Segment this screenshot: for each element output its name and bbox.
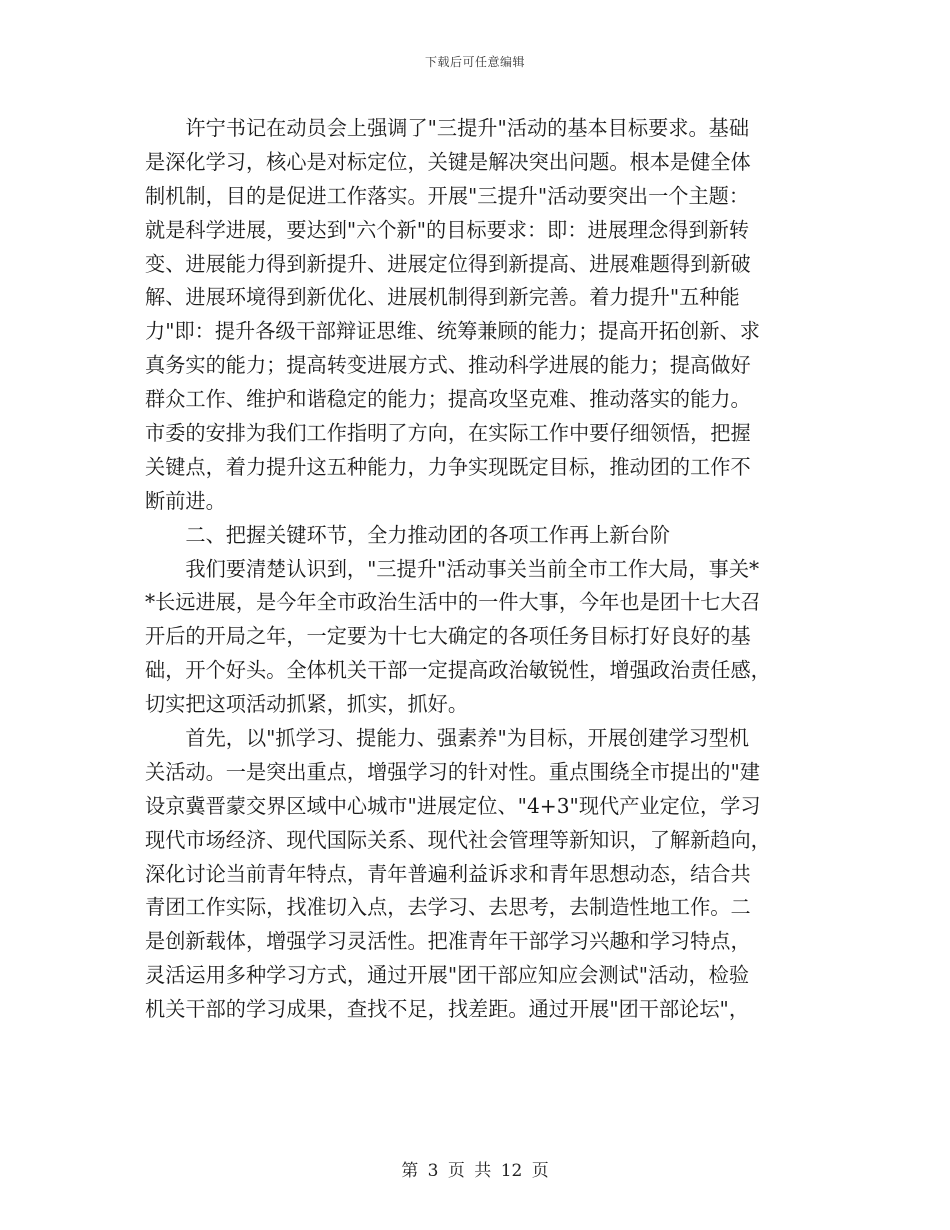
text-line: 设京冀晋蒙交界区域中心城市"进展定位、"4+3"现代产业定位，学习 [145,793,761,818]
text-line: 是创新载体，增强学习灵活性。把准青年干部学习兴趣和学习特点， [145,929,751,954]
text-line: 许宁书记在动员会上强调了"三提升"活动的基本目标要求。基础 [145,116,750,140]
text-line: 市委的安排为我们工作指明了方向，在实际工作中要仔细领悟，把握 [145,421,751,446]
text-line: 青团工作实际，找准切入点，去学习、去思考，去制造性地工作。二 [145,895,751,920]
text-line: 础，开个好头。全体机关干部一定提高政治敏锐性，增强政治责任感， [145,658,771,683]
text-line: 解、进展环境得到新优化、进展机制得到新完善。着力提升"五种能 [145,285,740,310]
text-line: 力"即：提升各级干部辩证思维、统筹兼顾的能力；提高开拓创新、求 [145,319,760,344]
text-line: 我们要清楚认识到，"三提升"活动事关当前全市工作大局，事关* [145,556,760,581]
text-line: 制机制，目的是促进工作落实。开展"三提升"活动要突出一个主题： [145,183,750,208]
text-line: 切实把这项活动抓紧，抓实，抓好。 [145,692,469,717]
body-text [145,112,807,1027]
page-header: 下载后可任意编辑 [424,55,525,69]
text-line: 深化讨论当前青年特点，青年普遍利益诉求和青年思想动态，结合共 [145,861,751,886]
text-line: 是深化学习，核心是对标定位，关键是解决突出问题。根本是健全体 [145,149,751,174]
text-line: 灵活运用多种学习方式，通过开展"团干部应知应会测试"活动，检验 [145,963,750,988]
text-line: 真务实的能力；提高转变进展方式、推动科学进展的能力；提高做好 [145,353,751,378]
text-line: 群众工作、维护和谐稳定的能力；提高攻坚克难、推动落实的能力。 [145,387,751,412]
text-line: 机关干部的学习成果，查找不足，找差距。通过开展"团干部论坛"， [145,997,750,1022]
text-line: 断前进。 [145,488,226,513]
text-line: 现代市场经济、现代国际关系、现代社会管理等新知识，了解新趋向， [145,827,771,852]
text-line: 变、进展能力得到新提升、进展定位得到新提高、进展难题得到新破 [145,251,751,276]
page-footer: 第 3 页 共 12 页 [401,1161,549,1181]
text-line: 关活动。一是突出重点，增强学习的针对性。重点围绕全市提出的"建 [145,759,760,784]
text-line: 二、把握关键环节，全力推动团的各项工作再上新台阶 [145,522,670,547]
text-line: 就是科学进展，要达到"六个新"的目标要求：即：进展理念得到新转 [145,217,750,242]
text-line: 开后的开局之年，一定要为十七大确定的各项任务目标打好良好的基 [145,624,751,649]
text-line: *长远进展，是今年全市政治生活中的一件大事，今年也是团十七大召 [145,590,761,615]
text-line: 关键点，着力提升这五种能力，力争实现既定目标，推动团的工作不 [145,454,751,479]
text-line: 首先，以"抓学习、提能力、强素养"为目标，开展创建学习型机 [145,726,750,751]
